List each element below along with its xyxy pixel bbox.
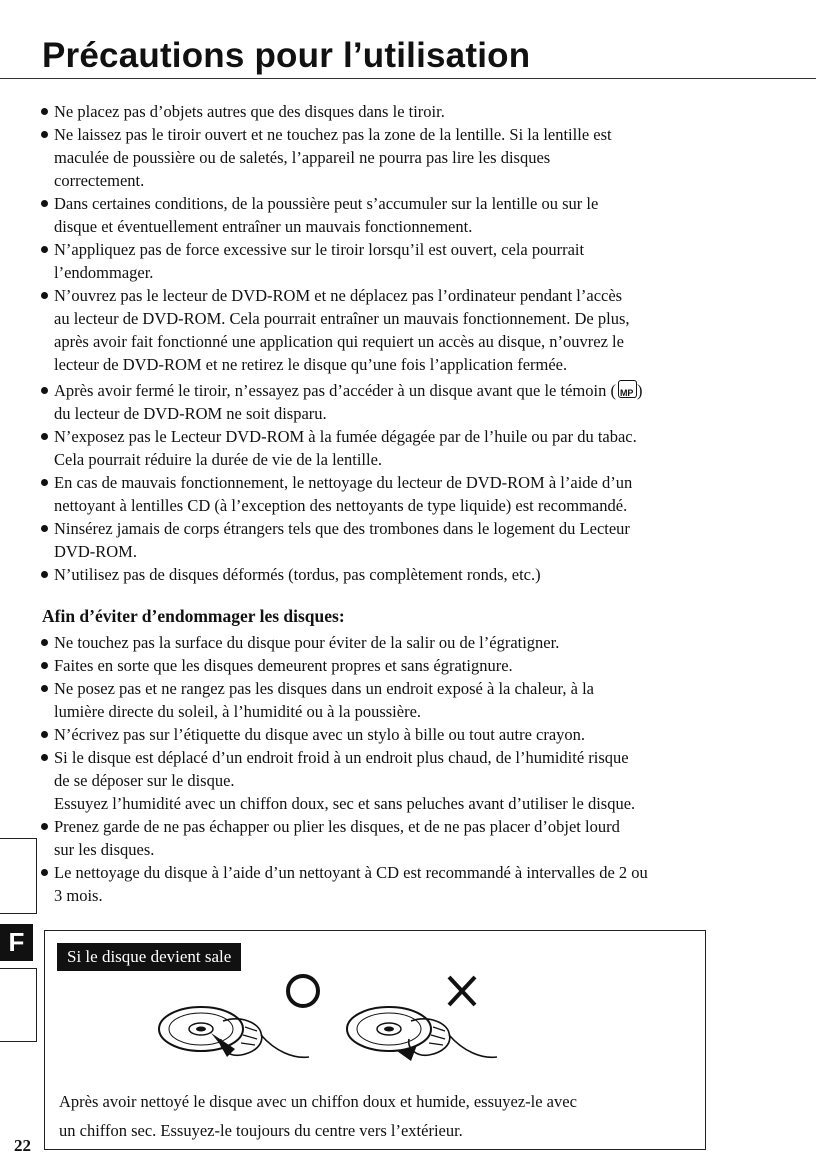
line: sur les disques.: [54, 840, 155, 859]
line: Faites en sorte que les disques demeurent propres et sans égratignure.: [54, 656, 513, 675]
line: de se déposer sur le disque.: [54, 771, 235, 790]
paren-close: ): [636, 381, 643, 400]
line: Si le disque est déplacé d’un endroit froid à un endroit plus chaud, de l’humidité risque: [54, 748, 629, 767]
disc-section-heading: Afin d’éviter d’endommager les disques:: [42, 606, 345, 626]
list-item: [40, 815, 780, 861]
line: Essuyez l’humidité avec un chiffon doux, sec et sans peluches avant d’utiliser le disque.: [54, 794, 636, 813]
list-item: [40, 517, 780, 563]
correct-mark-icon: [288, 976, 318, 1006]
line: [54, 379, 780, 402]
line: En cas de mauvais fonctionnement, le nettoyage du lecteur de DVD-ROM à l’aide d’un: [54, 473, 633, 492]
line: Dans certaines conditions, de la poussière peut s’accumuler sur la lentille ou sur le: [54, 194, 599, 213]
correct-method-illustration: [159, 976, 318, 1057]
line: N’ouvrez pas le lecteur de DVD-ROM et ne déplacez pas l’ordinateur pendant l’accès: [54, 286, 623, 305]
line: N’exposez pas le Lecteur DVD-ROM à la fumée dégagée par de l’huile ou par du tabac.: [54, 427, 637, 446]
list-item: [40, 563, 780, 586]
title-divider: [0, 78, 816, 79]
incorrect-mark-icon: [449, 977, 475, 1005]
line: Ne laissez pas le tiroir ouvert et ne touchez pas la zone de la lentille. Si la lentille est: [54, 125, 612, 144]
page-number: 22: [14, 1136, 31, 1155]
line: lecteur de DVD-ROM et ne retirez le disque qu’une fois l’application fermée.: [54, 355, 568, 374]
list-item: [40, 192, 780, 238]
list-item: [40, 861, 780, 907]
page-title: Précautions pour l’utilisation: [42, 36, 531, 75]
list-item: [40, 723, 780, 746]
list-item: [40, 746, 780, 815]
cleaning-box: [44, 930, 706, 1150]
line: maculée de poussière ou de saletés, l’appareil ne pourra pas lire les disques: [54, 148, 551, 167]
line: Ne touchez pas la surface du disque pour éviter de la salir ou de l’égratigner.: [54, 633, 560, 652]
disc-care-list: [40, 631, 780, 907]
line: 3 mois.: [54, 886, 103, 905]
mp-indicator-icon: [618, 380, 637, 398]
line: au lecteur de DVD-ROM. Cela pourrait entraîner un mauvais fonctionnement. De plus,: [54, 309, 630, 328]
line: Après avoir nettoyé le disque avec un chiffon doux et humide, essuyez-le avec: [59, 1092, 577, 1111]
list-item: [40, 238, 780, 284]
line: DVD-ROM.: [54, 542, 137, 561]
line: N’appliquez pas de force excessive sur le tiroir lorsqu’il est ouvert, cela pourrait: [54, 240, 585, 259]
list-item: [40, 654, 780, 677]
list-item: [40, 677, 780, 723]
line: lumière directe du soleil, à l’humidité ou à la poussière.: [54, 702, 422, 721]
line: disque et éventuellement entraîner un mauvais fonctionnement.: [54, 217, 473, 236]
line: après avoir fait fonctionné une application qui requiert un accès au disque, n’ouvrez le: [54, 332, 624, 351]
list-item: [40, 425, 780, 471]
incorrect-method-illustration: [347, 977, 497, 1061]
line: correctement.: [54, 171, 145, 190]
list-item: [40, 284, 780, 376]
line: Cela pourrait réduire la durée de vie de la lentille.: [54, 450, 383, 469]
list-item: [40, 123, 780, 192]
side-tab-frame-bottom: [0, 968, 37, 1042]
language-tab: F: [0, 924, 33, 961]
line: N’utilisez pas de disques déformés (tordus, pas complètement ronds, etc.): [54, 565, 541, 584]
list-item: [40, 471, 780, 517]
line: Le nettoyage du disque à l’aide d’un nettoyant à CD est recommandé à intervalles de 2 ou: [54, 863, 648, 882]
precautions-list: [40, 100, 780, 586]
line-text: Après avoir fermé le tiroir, n’essayez pas d’accéder à un disque avant que le témoin (: [54, 381, 616, 400]
line: Ninsérez jamais de corps étrangers tels que des trombones dans le logement du Lecteur: [54, 519, 630, 538]
line: du lecteur de DVD-ROM ne soit disparu.: [54, 404, 327, 423]
list-item: [40, 100, 780, 123]
line: N’écrivez pas sur l’étiquette du disque avec un stylo à bille ou tout autre crayon.: [54, 725, 586, 744]
line: l’endommager.: [54, 263, 154, 282]
disc-cleaning-illustration: [149, 971, 509, 1071]
list-item: [40, 631, 780, 654]
line: Ne placez pas d’objets autres que des disques dans le tiroir.: [54, 102, 445, 121]
line: un chiffon sec. Essuyez-le toujours du centre vers l’extérieur.: [59, 1121, 463, 1140]
cleaning-box-label: Si le disque devient sale: [57, 943, 241, 971]
list-item: [40, 379, 780, 425]
line: Prenez garde de ne pas échapper ou plier les disques, et de ne pas placer d’objet lourd: [54, 817, 620, 836]
line: Ne posez pas et ne rangez pas les disques dans un endroit exposé à la chaleur, à la: [54, 679, 594, 698]
body-content: [40, 100, 780, 907]
cleaning-caption: [59, 1087, 699, 1145]
side-tab-frame-top: [0, 838, 37, 914]
line: nettoyant à lentilles CD (à l’exception des nettoyants de type liquide) est recommandé.: [54, 496, 628, 515]
